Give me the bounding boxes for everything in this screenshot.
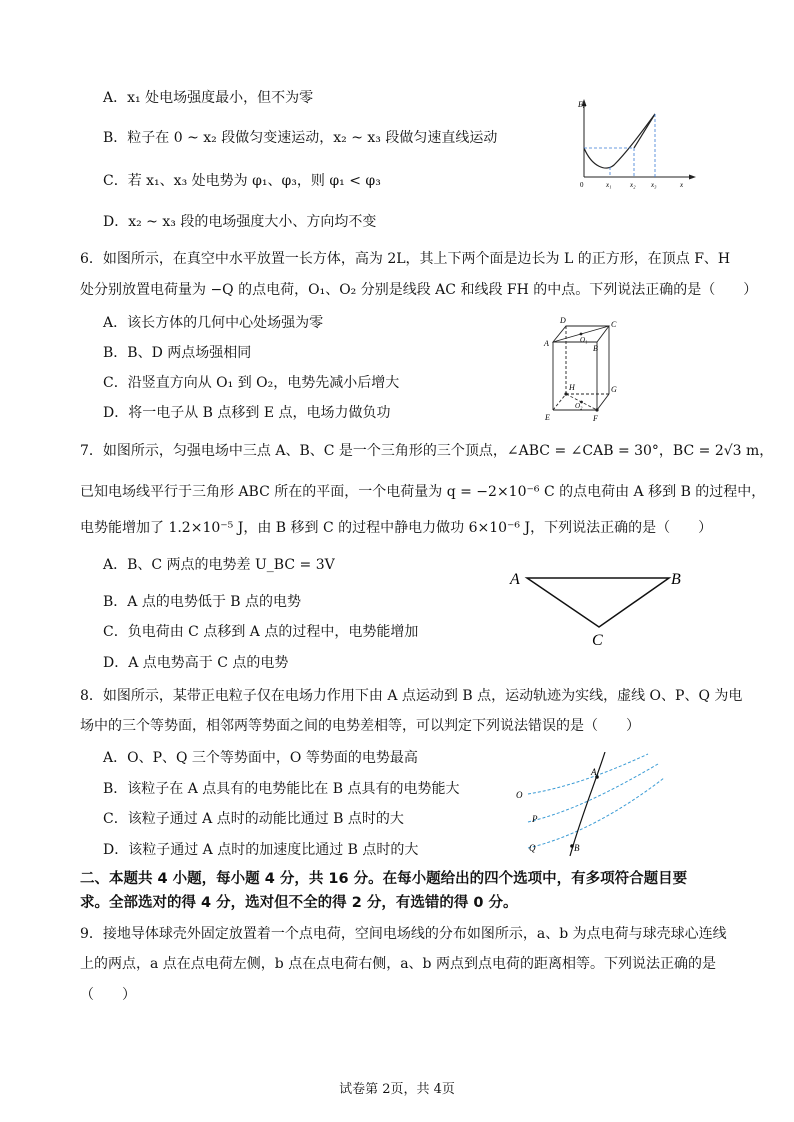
label-a: A [544, 339, 549, 348]
q9-stem-line2: 上的两点，a 点在点电荷左侧，b 点在点电荷右侧，a、b 两点到点电荷的距离相等。下列说法正确的是 [80, 956, 716, 972]
q7-stem-line1: 7．如图所示，匀强电场中三点 A、B、C 是一个三角形的三个顶点，∠ABC = ∠CAB = 30°，BC = 2√3 m， [80, 443, 774, 459]
label-a: A [510, 571, 520, 588]
q7-stem-line2: 已知电场线平行于三角形 ABC 所在的平面，一个电荷量为 q = −2×10⁻⁶ C 的点电荷由 A 移到 B 的过程中， [80, 484, 766, 500]
q6-stem-line1: 6．如图所示，在真空中水平放置一长方体，高为 2L，其上下两个面是边长为 L 的正方形，在顶点 F、H [80, 251, 731, 267]
q8-option-a: A．O、P、Q 三个等势面中，O 等势面的电势最高 [103, 750, 418, 766]
q6-option-d: D．将一电子从 B 点移到 E 点，电场力做负功 [103, 405, 391, 421]
section2-heading-line1: 二、本题共 4 小题，每小题 4 分，共 16 分。在每小题给出的四个选项中，有多项符合题目要 [80, 871, 688, 887]
x1-label: x₁ [606, 181, 612, 189]
q5-option-a: A．x₁ 处电场强度最小，但不为零 [103, 90, 314, 106]
equipotential-q [528, 778, 664, 848]
x2-label: x₂ [630, 181, 636, 189]
page-footer: 试卷第 2页，共 4页 [339, 1082, 455, 1097]
label-p: P [532, 814, 538, 824]
origin-label: 0 [580, 181, 584, 189]
q5-option-b: B．粒子在 0 ~ x₂ 段做匀变速运动，x₂ ~ x₃ 段做匀速直线运动 [103, 130, 498, 146]
label-b: B [574, 843, 580, 853]
triangle-abc [527, 578, 669, 627]
x-axis-arrow [689, 175, 696, 180]
q7-triangle-figure [505, 565, 695, 650]
label-f: F [593, 414, 598, 423]
charge-h [564, 392, 567, 395]
q8-option-b: B．该粒子在 A 点具有的电势能比在 B 点具有的电势能大 [103, 781, 460, 797]
label-o1: O₁ [580, 336, 588, 344]
q7-option-a: A．B、C 两点的电势差 U_BC = 3V [103, 557, 335, 573]
label-h: H [569, 383, 575, 392]
q6-stem-line2: 处分别放置电荷量为 −Q 的点电荷，O₁、O₂ 分别是线段 AC 和线段 FH 的中点。下列说法正确的是（ ） [80, 282, 758, 298]
trajectory [570, 752, 605, 856]
q6-option-a: A．该长方体的几何中心处场强为零 [103, 315, 324, 331]
q9-stem-line1: 9．接地导体球壳外固定放置着一个点电荷，空间电场线的分布如图所示，a、b 为点电荷与球壳球心连线 [80, 926, 727, 942]
y-label: Eₚ [578, 100, 587, 109]
label-c: C [592, 632, 603, 649]
charge-f [595, 408, 598, 411]
q9-stem-line3: （ ） [80, 987, 136, 1003]
q7-stem-line3: 电势能增加了 1.2×10⁻⁵ J，由 B 移到 C 的过程中静电力做功 6×10⁻⁶ J，下列说法正确的是（ ） [80, 520, 713, 536]
label-b: B [671, 571, 681, 588]
q8-option-c: C．该粒子通过 A 点时的动能比通过 B 点时的大 [103, 811, 404, 827]
edge-eh [553, 394, 566, 410]
q8-equipotential-figure [510, 752, 670, 862]
label-e: E [545, 413, 550, 422]
x3-label: x₃ [651, 181, 657, 189]
q6-option-b: B．B、D 两点场强相同 [103, 345, 252, 361]
label-o: O [516, 790, 523, 800]
q6-option-c: C．沿竖直方向从 O₁ 到 O₂，电势先减小后增大 [103, 375, 400, 391]
q8-option-d: D．该粒子通过 A 点时的加速度比通过 B 点时的大 [103, 842, 419, 858]
q8-stem-line1: 8．如图所示，某带正电粒子仅在电场力作用下由 A 点运动到 B 点，运动轨迹为实线，虚线 O、P、Q 为电 [80, 688, 743, 704]
section2-heading-line2: 求。全部选对的得 4 分，选对但不全的得 2 分，有选错的得 0 分。 [80, 895, 518, 911]
point-o1 [580, 333, 583, 336]
equipotential-o [528, 754, 648, 794]
label-o2: O₂ [575, 402, 583, 410]
x-axis-label: x [680, 181, 684, 189]
edge-fg [597, 394, 609, 410]
q7-option-c: C．负电荷由 C 点移到 A 点的过程中，电势能增加 [103, 624, 419, 640]
q7-option-b: B．A 点的电势低于 B 点的电势 [103, 594, 302, 610]
q5-potential-energy-graph [570, 95, 700, 195]
label-g: G [611, 385, 617, 394]
q5-option-c: C．若 x₁、x₃ 处电势为 φ₁、φ₃，则 φ₁ < φ₃ [103, 173, 381, 189]
curve [584, 114, 655, 168]
q6-cuboid-figure [535, 312, 635, 424]
q7-option-d: D．A 点电势高于 C 点的电势 [103, 655, 289, 671]
q5-option-d: D．x₂ ~ x₃ 段的电场强度大小、方向均不变 [103, 214, 377, 230]
label-c: C [611, 320, 617, 329]
label-q: Q [529, 843, 536, 853]
q8-stem-line2: 场中的三个等势面，相邻两等势面之间的电势差相等，可以判定下列说法错误的是（ ） [80, 718, 640, 734]
straight-segment [634, 114, 655, 148]
label-b: B [593, 344, 598, 353]
label-a: A [591, 767, 597, 777]
label-d: D [560, 316, 566, 325]
